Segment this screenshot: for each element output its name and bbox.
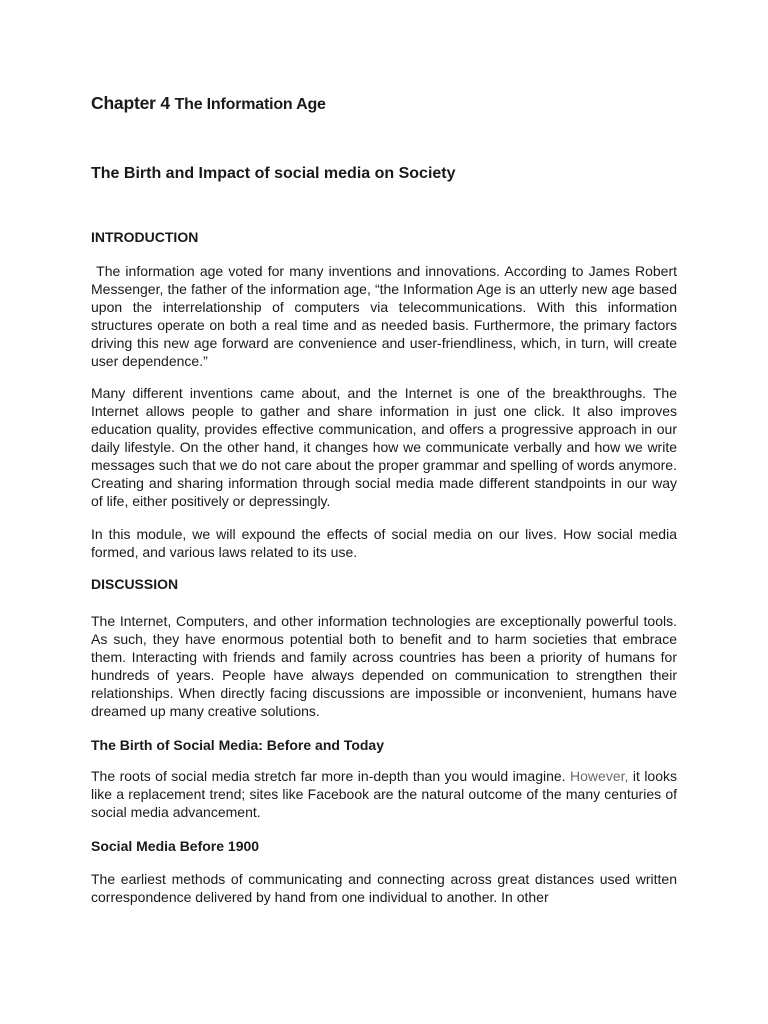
introduction-paragraph-3: In this module, we will expound the effects of social media on our lives. How social media formed, and various laws related to its use. bbox=[91, 526, 677, 560]
chapter-label: Chapter 4 bbox=[91, 93, 170, 113]
birth-paragraph-1 bbox=[91, 767, 677, 821]
social-media-before-1900-heading: Social Media Before 1900 bbox=[91, 838, 260, 854]
birth-text-start: The roots of social media stretch far more in-depth than you would imagine. bbox=[91, 768, 566, 784]
introduction-paragraph-2: Many different inventions came about, and the Internet is one of the breakthroughs. The Internet allows people to gather and share information in just one click. It also improves education quality, provides effective communication, and offers a progressive approach in our daily lifestyle. On the other hand, it changes how we communicate verbally and how we write messages such that we do not care about the proper grammar and spelling of words anymore. Creating and sharing information through social media made different standpoints in our way of life, either positively or depressingly. bbox=[91, 385, 677, 509]
introduction-heading: INTRODUCTION bbox=[91, 229, 199, 245]
discussion-paragraph-1: The Internet, Computers, and other information technologies are exceptionally powerful tools. As such, they have enormous potential both to benefit and to harm societies that embrace them. Interacting with friends and family across countries has been a priority of humans for hundreds of years. People have always depended on communication to strengthen their relationships. When directly facing discussions are impossible or inconvenient, humans have dreamed up many creative solutions. bbox=[91, 613, 677, 719]
document-page bbox=[91, 0, 677, 1024]
discussion-heading: DISCUSSION bbox=[91, 576, 179, 592]
chapter-title bbox=[91, 93, 326, 114]
before-1900-paragraph-1: The earliest methods of communicating and connecting across great distances used written correspondence delivered by hand from one individual to another. In other bbox=[91, 871, 677, 905]
document-title: The Birth and Impact of social media on Society bbox=[91, 165, 456, 182]
birth-text-however: However, bbox=[570, 768, 629, 784]
introduction-paragraph-1: The information age voted for many inventions and innovations. According to James Robert Messenger, the father of the information age, “the Information Age is an utterly new age based upon the interrelationship of computers via telecommunications. With this information structures operate on both a real time and as needed basis. Furthermore, the primary factors driving this new age forward are convenience and user-friendliness, which, in turn, will create user dependence.” bbox=[91, 263, 677, 369]
birth-of-social-media-heading: The Birth of Social Media: Before and Today bbox=[91, 737, 384, 753]
birth-text-end: it looks like a replacement trend; sites like Facebook are the natural outcome of the many centuries of social media advancement. bbox=[91, 768, 678, 820]
chapter-name: The Information Age bbox=[174, 96, 326, 113]
